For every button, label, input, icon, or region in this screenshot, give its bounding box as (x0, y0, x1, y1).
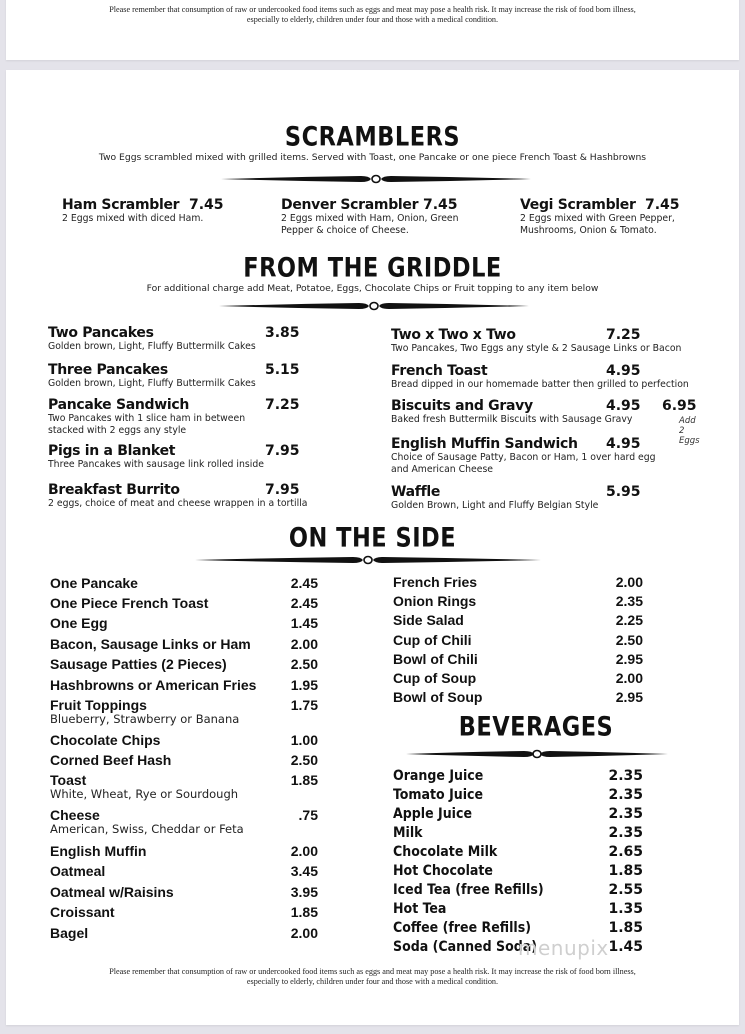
extra-price: 6.95 (662, 398, 697, 414)
side-item: Croissant 1.85 (50, 904, 318, 920)
menu-item: French Toast 4.95 Bread dipped in our homemade batter then grilled to perfection (391, 363, 689, 390)
previous-page (6, 0, 739, 60)
griddle-subtitle: For additional charge add Meat, Potatoe, Eggs, Chocolate Chips or Fruit topping to any item below (146, 283, 599, 294)
side-item: Onion Rings 2.35 (393, 593, 643, 609)
menu-item: Two Pancakes 3.85 Golden brown, Light, Fluffy Buttermilk Cakes (48, 325, 300, 352)
menu-item: Three Pancakes 5.15 Golden brown, Light, Fluffy Buttermilk Cakes (48, 362, 300, 389)
beverage-item: Orange Juice 2.35 (393, 768, 643, 784)
menu-item: Two x Two x Two 7.25 Two Pancakes, Two Eggs any style & 2 Sausage Links or Bacon (391, 327, 682, 354)
side-item: Corned Beef Hash 2.50 (50, 752, 318, 768)
menu-item: Waffle 5.95 Golden Brown, Light and Fluffy Belgian Style (391, 484, 641, 511)
side-item: Toast 1.85 White, Wheat, Rye or Sourdough (50, 772, 318, 801)
side-item: Side Salad 2.25 (393, 612, 643, 628)
side-item: Bagel 2.00 (50, 925, 318, 941)
menu-item: Pancake Sandwich 7.25 Two Pancakes with 1 slice ham in between stacked with 2 eggs any style (48, 397, 300, 436)
ornamental-divider (219, 301, 529, 311)
menu-item: English Muffin Sandwich 4.95 Choice of Sausage Patty, Bacon or Ham, 1 over hard egg and American Cheese (391, 436, 656, 475)
menu-page (6, 70, 739, 1025)
beverage-item: Iced Tea (free Refills) 2.55 (393, 882, 643, 898)
side-item: Cup of Soup 2.00 (393, 670, 643, 686)
beverage-item: Tomato Juice 2.35 (393, 787, 643, 803)
beverages-title: BEVERAGES (458, 711, 614, 742)
side-item: Bowl of Chili 2.95 (393, 651, 643, 667)
menu-item: Ham Scrambler 7.45 2 Eggs mixed with diced Ham. (62, 197, 224, 224)
side-item: English Muffin 2.00 (50, 843, 318, 859)
ornamental-divider (406, 749, 668, 759)
menu-item: Denver Scrambler 7.45 2 Eggs mixed with Ham, Onion, Green Pepper & choice of Cheese. (281, 197, 459, 236)
side-item: Oatmeal w/Raisins 3.95 (50, 884, 318, 900)
menu-item: Biscuits and Gravy 4.95 Baked fresh Buttermilk Biscuits with Sausage Gravy 6.95 Add 2 Eggs (391, 398, 700, 446)
side-item: Bacon, Sausage Links or Ham 2.00 (50, 636, 318, 652)
beverage-item: Hot Chocolate 1.85 (393, 863, 643, 879)
side-item: Bowl of Soup 2.95 (393, 689, 643, 705)
beverage-item: Chocolate Milk 2.65 (393, 844, 643, 860)
side-item: French Fries 2.00 (393, 574, 643, 590)
beverage-item: Coffee (free Refills) 1.85 (393, 920, 643, 936)
side-item: Chocolate Chips 1.00 (50, 732, 318, 748)
ornamental-divider (195, 555, 541, 565)
side-item: One Piece French Toast 2.45 (50, 595, 318, 611)
side-item: Oatmeal 3.45 (50, 863, 318, 879)
griddle-title: FROM THE GRIDDLE (243, 252, 502, 283)
beverage-item: Hot Tea 1.35 (393, 901, 643, 917)
menu-item: Vegi Scrambler 7.45 2 Eggs mixed with Green Pepper, Mushrooms, Onion & Tomato. (520, 197, 680, 236)
beverage-item: Soda (Canned Soda) 1.45 (393, 939, 643, 955)
watermark: menupix (518, 936, 609, 960)
side-item: One Egg 1.45 (50, 615, 318, 631)
side-title: ON THE SIDE (288, 522, 457, 553)
side-item: Fruit Toppings 1.75 Blueberry, Strawberry or Banana (50, 697, 318, 726)
ornamental-divider (221, 174, 531, 184)
menu-item: Breakfast Burrito 7.95 2 eggs, choice of meat and cheese wrappen in a tortilla (48, 482, 308, 509)
scramblers-title: SCRAMBLERS (284, 121, 461, 152)
scramblers-subtitle: Two Eggs scrambled mixed with grilled items. Served with Toast, one Pancake or one piece French Toast & Hashbrowns (98, 152, 647, 163)
side-item: Cup of Chili 2.50 (393, 632, 643, 648)
side-item: One Pancake 2.45 (50, 575, 318, 591)
side-item: Cheese .75 American, Swiss, Cheddar or Feta (50, 807, 318, 836)
side-item: Sausage Patties (2 Pieces) 2.50 (50, 656, 318, 672)
menu-item: Pigs in a Blanket 7.95 Three Pancakes with sausage link rolled inside (48, 443, 300, 470)
beverage-item: Milk 2.35 (393, 825, 643, 841)
beverage-item: Apple Juice 2.35 (393, 806, 643, 822)
disclaimer-top: Please remember that consumption of raw or undercooked food items such as eggs and meat may pose a health risk. It may increase the risk of food born illness, especially to elderly, children under four and those with a medical condition. (109, 5, 636, 24)
side-item: Hashbrowns or American Fries 1.95 (50, 677, 318, 693)
disclaimer-bottom: Please remember that consumption of raw or undercooked food items such as eggs and meat may pose a health risk. It may increase the risk of food born illness, especially to elderly, children under four and those with a medical condition. (109, 967, 636, 986)
extra-note: Add 2 Eggs (679, 416, 700, 446)
